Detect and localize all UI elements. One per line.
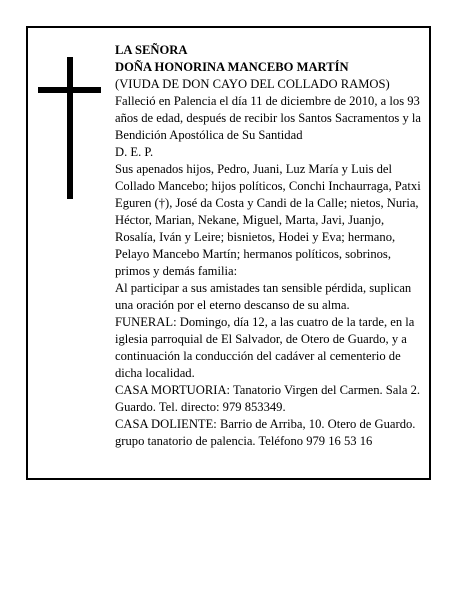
casa-mortuoria: CASA MORTUORIA: Tanatorio Virgen del Carmen. Sala 2. Guardo. Tel. directo: 979 853349. xyxy=(115,383,421,414)
death-notice: Falleció en Palencia el día 11 de diciembre de 2010, a los 93 años de edad, después de recibir los Santos Sacramentos y la Bendición Apostólica de Su Santidad xyxy=(115,94,422,142)
title: LA SEÑORA xyxy=(115,43,188,57)
cross-icon-horizontal xyxy=(38,87,101,93)
deceased-name: DOÑA HONORINA MANCEBO MARTÍN xyxy=(115,60,349,74)
cross-icon-vertical xyxy=(67,57,73,199)
widow-of: (VIUDA DE DON CAYO DEL COLLADO RAMOS) xyxy=(115,77,390,91)
obituary-text xyxy=(115,42,421,450)
rip: D. E. P. xyxy=(115,145,154,159)
funeral-home-footer: grupo tanatorio de palencia. Teléfono 979 16 53 16 xyxy=(115,434,373,448)
family-list: Sus apenados hijos, Pedro, Juani, Luz María y Luis del Collado Mancebo; hijos políticos, Conchi Inchaurraga, Patxi Eguren (†), José da Costa y Candi de la Calle; nietos, Nuria, Héctor, Marian, Nekane, Miguel, Marta, Javi, Juanjo, Rosalía, Iván y Leire; bisnietos, Hodei y Eva; hermano, Pelayo Mancebo Martín; hermanos políticos, sobrinos, primos y demás familia: xyxy=(115,162,421,278)
obituary-notice xyxy=(26,26,431,480)
prayer-request: Al participar a sus amistades tan sensible pérdida, suplican una oración por el eterno descanso de su alma. xyxy=(115,281,412,312)
funeral-info: FUNERAL: Domingo, día 12, a las cuatro de la tarde, en la iglesia parroquial de El Salvador, de Otero de Guardo, y a continuación la conducción del cadáver al cementerio de dicha localidad. xyxy=(115,315,415,380)
casa-doliente: CASA DOLIENTE: Barrio de Arriba, 10. Otero de Guardo. xyxy=(115,417,416,431)
